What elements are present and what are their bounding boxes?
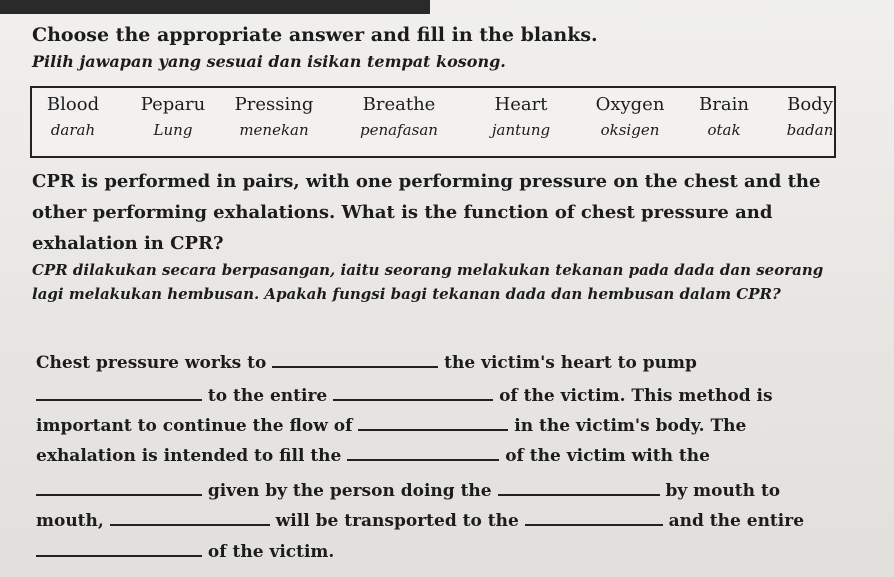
passage-text: Chest pressure works to bbox=[36, 353, 267, 373]
passage-text: exhalation is intended to fill the bbox=[36, 446, 342, 466]
instruction-title: Choose the appropriate answer and fill in the blanks. bbox=[32, 24, 598, 46]
word-bank-item[interactable] bbox=[344, 94, 454, 139]
word-malay: menekan bbox=[239, 121, 309, 139]
word-bank-item[interactable] bbox=[755, 94, 865, 139]
passage-text: given by the person doing the bbox=[207, 481, 492, 501]
passage-line-6 bbox=[36, 506, 804, 531]
word-english: Body bbox=[787, 94, 833, 115]
word-malay: Lung bbox=[153, 121, 193, 139]
passage-text: of the victim with the bbox=[505, 446, 710, 466]
passage-text: will be transported to the bbox=[275, 511, 519, 531]
word-bank-item[interactable] bbox=[219, 94, 329, 139]
word-malay: penafasan bbox=[360, 121, 438, 139]
word-malay: badan bbox=[786, 121, 834, 139]
passage-text: to the entire bbox=[207, 386, 328, 406]
word-bank-box bbox=[30, 86, 836, 158]
passage-text: the victim's heart to pump bbox=[444, 353, 697, 373]
passage-line-7 bbox=[36, 537, 334, 562]
answer-blank[interactable] bbox=[36, 476, 202, 496]
word-malay: jantung bbox=[491, 121, 551, 139]
answer-blank[interactable] bbox=[110, 506, 270, 526]
word-malay: otak bbox=[707, 121, 741, 139]
passage-line-3 bbox=[36, 411, 746, 436]
answer-blank[interactable] bbox=[358, 411, 508, 431]
word-malay: darah bbox=[50, 121, 96, 139]
answer-blank[interactable] bbox=[272, 348, 438, 368]
word-malay: oksigen bbox=[600, 121, 660, 139]
word-english: Breathe bbox=[362, 94, 436, 115]
word-bank-item[interactable] bbox=[118, 94, 228, 139]
word-english: Blood bbox=[46, 94, 100, 115]
passage-text: mouth, bbox=[36, 511, 104, 531]
passage-line-4 bbox=[36, 441, 710, 466]
top-dark-strip bbox=[0, 0, 430, 14]
answer-blank[interactable] bbox=[36, 537, 202, 557]
answer-blank[interactable] bbox=[36, 381, 202, 401]
passage-line-5 bbox=[36, 476, 780, 501]
instruction-subtitle: Pilih jawapan yang sesuai dan isikan tempat kosong. bbox=[32, 52, 506, 71]
question-english: CPR is performed in pairs, with one performing pressure on the chest and the other performing exhalations. What is the function of chest pressure and exhalation in CPR? bbox=[32, 171, 821, 254]
word-bank-item[interactable] bbox=[18, 94, 128, 139]
passage-text: important to continue the flow of bbox=[36, 416, 353, 436]
passage-text: by mouth to bbox=[665, 481, 781, 501]
word-english: Peparu bbox=[140, 94, 206, 115]
passage-line-2 bbox=[36, 381, 773, 406]
question-malay: CPR dilakukan secara berpasangan, iaitu seorang melakukan tekanan pada dada dan seorang lagi melakukan hembusan. Apakah fungsi bagi tekanan dada dan hembusan dalam CPR? bbox=[32, 261, 824, 303]
word-english: Pressing bbox=[234, 94, 314, 115]
passage-text: of the victim. bbox=[207, 542, 335, 562]
answer-blank[interactable] bbox=[525, 506, 663, 526]
passage-text: and the entire bbox=[668, 511, 805, 531]
passage-line-1 bbox=[36, 348, 697, 373]
answer-blank[interactable] bbox=[347, 441, 499, 461]
passage-text: in the victim's body. The bbox=[514, 416, 747, 436]
word-english: Heart bbox=[494, 94, 548, 115]
passage-text: of the victim. This method is bbox=[499, 386, 773, 406]
word-bank-item[interactable] bbox=[466, 94, 576, 139]
word-english: Brain bbox=[699, 94, 749, 115]
answer-blank[interactable] bbox=[498, 476, 660, 496]
answer-blank[interactable] bbox=[333, 381, 493, 401]
word-english: Oxygen bbox=[595, 94, 665, 115]
